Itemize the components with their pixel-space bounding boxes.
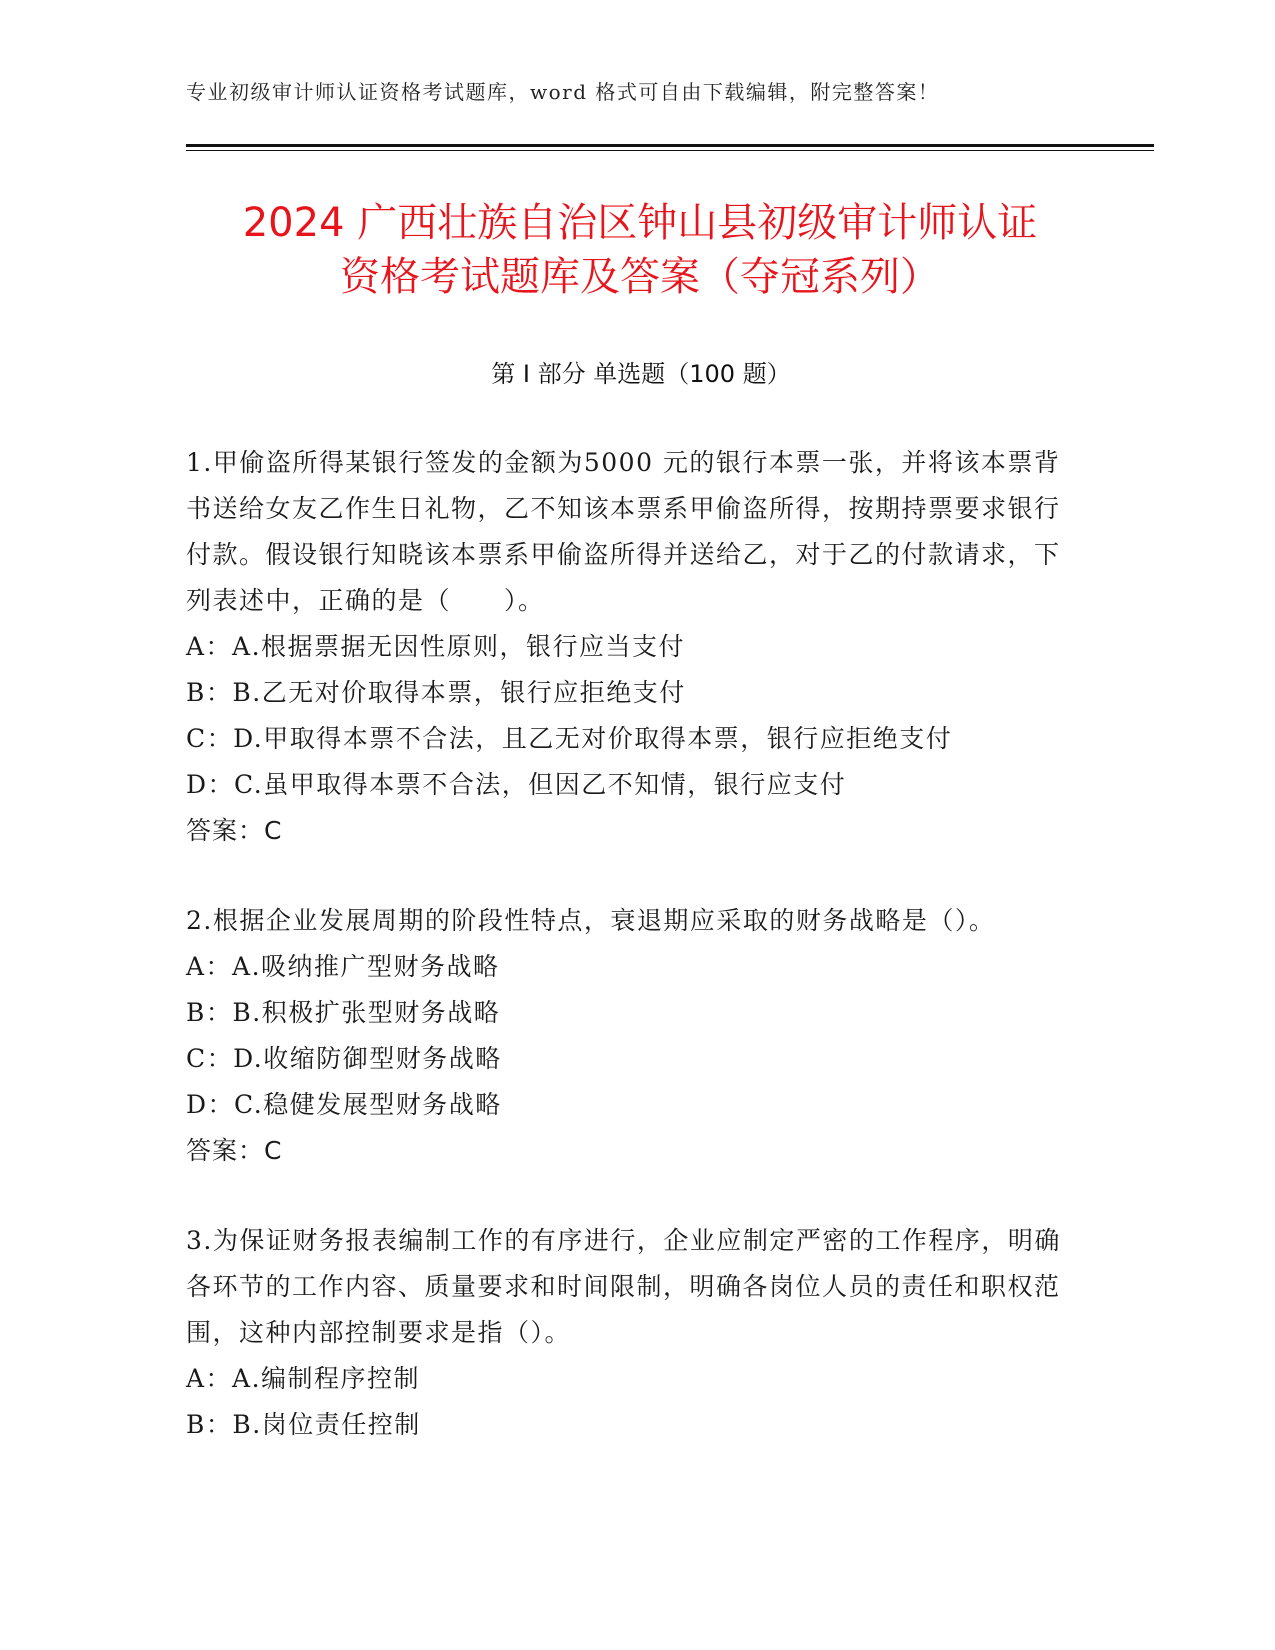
option-c: C：D.甲取得本票不合法，且乙无对价取得本票，银行应拒绝支付 [186, 724, 953, 753]
document-title [160, 196, 1120, 304]
option-c: C：D.收缩防御型财务战略 [186, 1044, 502, 1073]
question-stem: 2.根据企业发展周期的阶段性特点，衰退期应采取的财务战略是（）。 [186, 906, 996, 935]
header-rule-thin [186, 150, 1154, 151]
header-rule-thick [186, 144, 1154, 147]
option-b: B：B.积极扩张型财务战略 [186, 998, 501, 1027]
title-line-1: 2024 广西壮族自治区钟山县初级审计师认证 [242, 200, 1038, 246]
question-3 [186, 1218, 1086, 1448]
option-a: A：A.编制程序控制 [186, 1364, 421, 1393]
question-2 [186, 898, 1086, 1174]
option-b: B：B.乙无对价取得本票，银行应拒绝支付 [186, 678, 686, 707]
question-1 [186, 440, 1086, 854]
answer: 答案：C [186, 1136, 283, 1165]
option-d: D：C.虽甲取得本票不合法，但因乙不知情，银行应支付 [186, 770, 847, 799]
question-stem: 1.甲偷盗所得某银行签发的金额为5000 元的银行本票一张，并将该本票背书送给女友乙作生日礼物，乙不知该本票系甲偷盗所得，按期持票要求银行付款。假设银行知晓该本票系甲偷盗所得并送给乙，对于乙的付款请求，下列表述中，正确的是（ ）。 [186, 448, 1061, 615]
option-d: D：C.稳健发展型财务战略 [186, 1090, 502, 1119]
question-list [186, 440, 1086, 1492]
section-title: 第 I 部分 单选题（100 题） [491, 360, 791, 388]
answer: 答案：C [186, 816, 283, 845]
option-a: A：A.吸纳推广型财务战略 [186, 952, 500, 981]
header-note: 专业初级审计师认证资格考试题库，word 格式可自由下载编辑，附完整答案！ [186, 80, 940, 104]
title-line-2: 资格考试题库及答案（夺冠系列） [340, 254, 940, 300]
option-a: A：A.根据票据无因性原则，银行应当支付 [186, 632, 686, 661]
option-b: B：B.岗位责任控制 [186, 1410, 421, 1439]
question-stem: 3.为保证财务报表编制工作的有序进行，企业应制定严密的工作程序，明确各环节的工作内容、质量要求和时间限制，明确各岗位人员的责任和职权范围，这种内部控制要求是指（）。 [186, 1226, 1061, 1347]
